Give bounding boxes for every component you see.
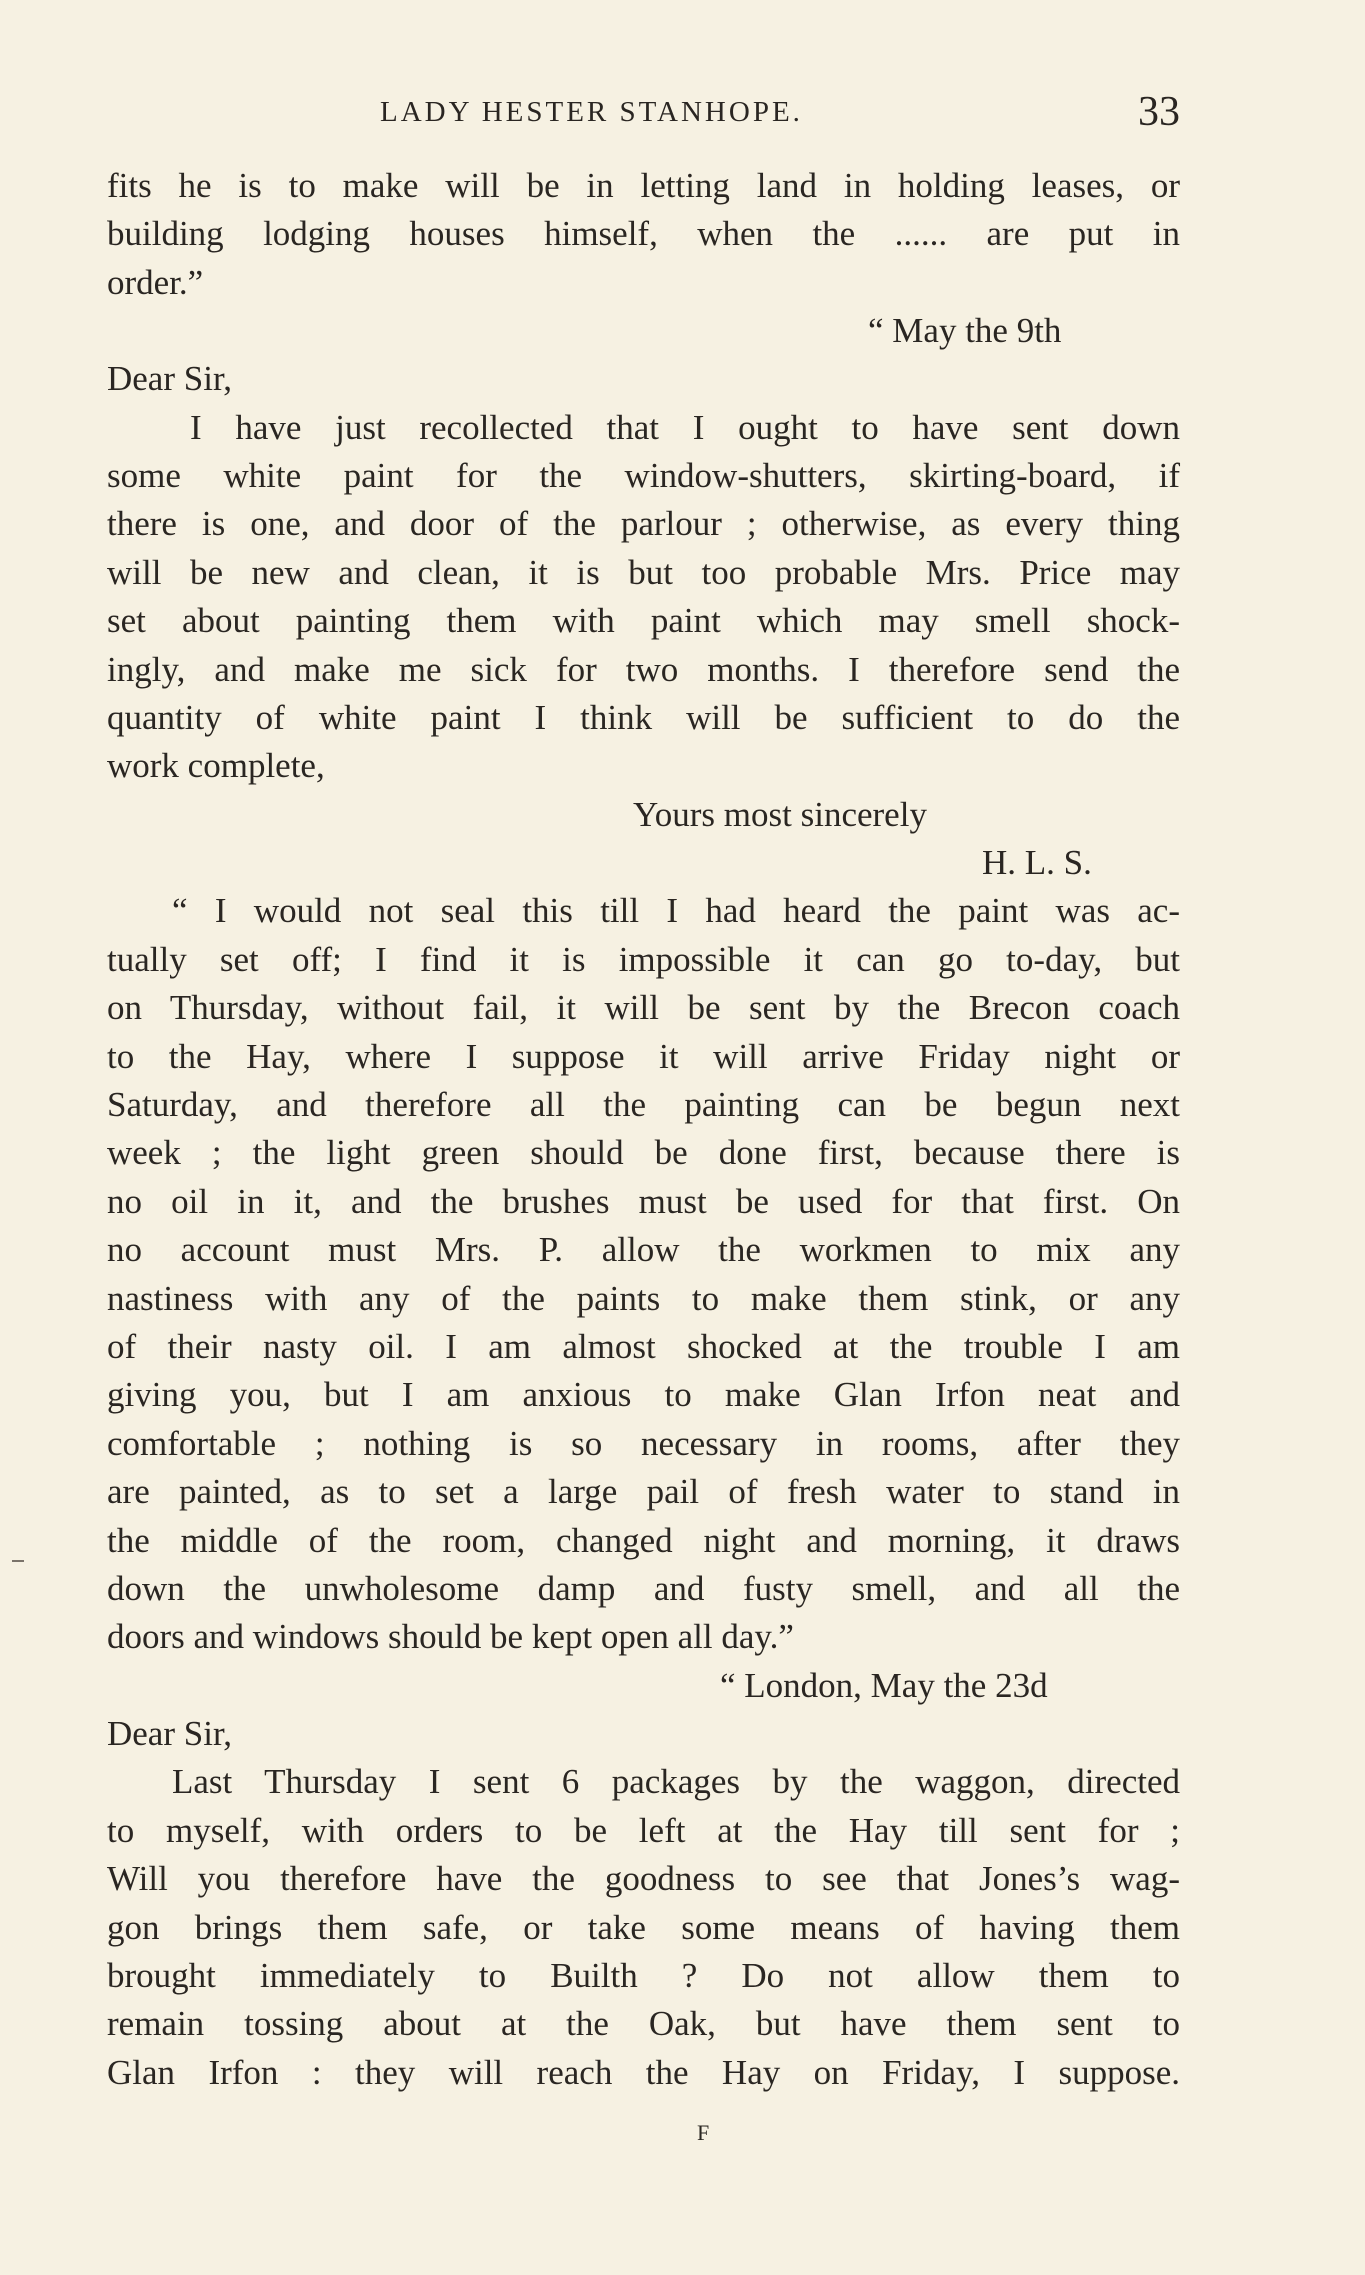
letter-date: “ London, May the 23d bbox=[720, 1666, 1048, 1705]
text-line: the middle of the room, changed night and morning, it draws bbox=[107, 1521, 1180, 1560]
text-line: tually set off; I find it is impossible it can go to-day, but bbox=[107, 940, 1180, 979]
text-line: ingly, and make me sick for two months. I therefore send the bbox=[107, 650, 1180, 689]
margin-mark bbox=[12, 1560, 24, 1562]
text-line: “ I would not seal this till I had heard the paint was ac- bbox=[172, 891, 1180, 930]
text-line: Last Thursday I sent 6 packages by the waggon, directed bbox=[172, 1762, 1180, 1801]
text-line: week ; the light green should be done first, because there is bbox=[107, 1133, 1180, 1172]
text-line: brought immediately to Builth ? Do not allow them to bbox=[107, 1956, 1180, 1995]
letter-date: “ May the 9th bbox=[868, 311, 1062, 350]
text-line: remain tossing about at the Oak, but have them sent to bbox=[107, 2004, 1180, 2043]
text-line: I have just recollected that I ought to have sent down bbox=[190, 408, 1180, 447]
text-line: Saturday, and therefore all the painting can be begun next bbox=[107, 1085, 1180, 1124]
signature: H. L. S. bbox=[982, 843, 1092, 882]
closing: Yours most sincerely bbox=[633, 795, 927, 834]
text-line: fits he is to make will be in letting land in holding leases, or bbox=[107, 166, 1180, 205]
text-line: set about painting them with paint which may smell shock- bbox=[107, 601, 1180, 640]
text-line: giving you, but I am anxious to make Glan Irfon neat and bbox=[107, 1375, 1180, 1414]
page-header bbox=[380, 88, 1180, 138]
text-line: some white paint for the window-shutters, skirting-board, if bbox=[107, 456, 1180, 495]
text-line: work complete, bbox=[107, 746, 325, 785]
text-line: of their nasty oil. I am almost shocked at the trouble I am bbox=[107, 1327, 1180, 1366]
text-line: to the Hay, where I suppose it will arrive Friday night or bbox=[107, 1037, 1180, 1076]
text-line: doors and windows should be kept open all day.” bbox=[107, 1617, 794, 1656]
text-line: down the unwholesome damp and fusty smell, and all the bbox=[107, 1569, 1180, 1608]
running-title: LADY HESTER STANHOPE. bbox=[380, 96, 803, 128]
text-line: no oil in it, and the brushes must be used for that first. On bbox=[107, 1182, 1180, 1221]
salutation: Dear Sir, bbox=[107, 1714, 232, 1753]
text-line: quantity of white paint I think will be sufficient to do the bbox=[107, 698, 1180, 737]
text-line: will be new and clean, it is but too probable Mrs. Price may bbox=[107, 553, 1180, 592]
text-line: Will you therefore have the goodness to see that Jones’s wag- bbox=[107, 1859, 1180, 1898]
text-line: comfortable ; nothing is so necessary in rooms, after they bbox=[107, 1424, 1180, 1463]
text-line: to myself, with orders to be left at the Hay till sent for ; bbox=[107, 1811, 1180, 1850]
text-line: building lodging houses himself, when the ...... are put in bbox=[107, 214, 1180, 253]
text-line: are painted, as to set a large pail of fresh water to stand in bbox=[107, 1472, 1180, 1511]
page-number: 33 bbox=[1138, 89, 1180, 135]
text-line: nastiness with any of the paints to make them stink, or any bbox=[107, 1279, 1180, 1318]
text-line: there is one, and door of the parlour ; otherwise, as every thing bbox=[107, 504, 1180, 543]
text-line: order.” bbox=[107, 263, 204, 302]
salutation: Dear Sir, bbox=[107, 359, 232, 398]
text-line: no account must Mrs. P. allow the workmen to mix any bbox=[107, 1230, 1180, 1269]
text-line: on Thursday, without fail, it will be sent by the Brecon coach bbox=[107, 988, 1180, 1027]
text-line: gon brings them safe, or take some means of having them bbox=[107, 1908, 1180, 1947]
signature-mark: F bbox=[697, 2120, 710, 2145]
text-line: Glan Irfon : they will reach the Hay on Friday, I suppose. bbox=[107, 2053, 1180, 2092]
